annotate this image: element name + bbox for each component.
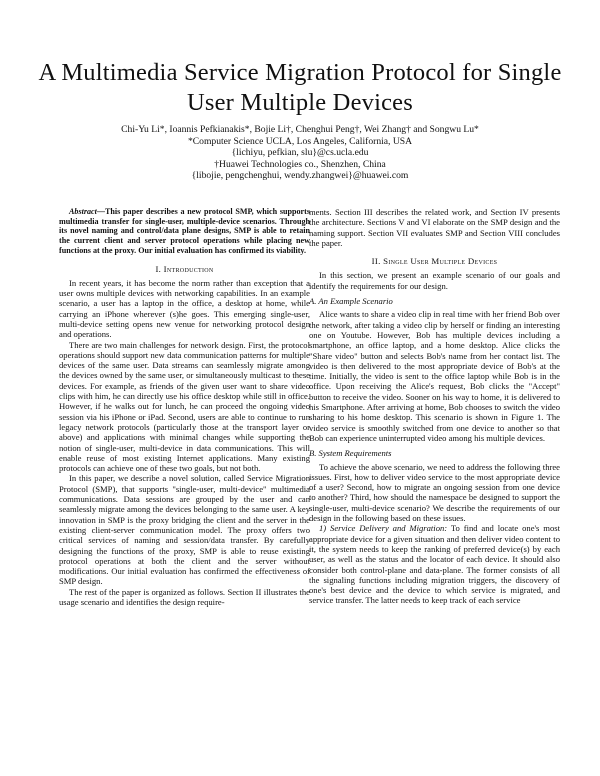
affiliation-huawei: †Huawei Technologies co., Shenzhen, China [214, 158, 386, 170]
abstract-text: —This paper describes a new protocol SMP, which supports multimedia transfer for single-user, multiple-device scenarios. Through its novel naming and control/data plane designs, SMP is able to retain the current client and server protocol operations while placing new functions at the proxy. Our initial evaluation has confirmed its viability. [59, 207, 310, 255]
section-heading-single-user: II. Single User Multiple Devices [371, 256, 498, 267]
section-heading-introduction: I. Introduction [155, 263, 214, 274]
author-names: Chi-Yu Li*, Ioannis Pefkianakis*, Bojie Li†, Chenghui Peng†, Wei Zhang† and Songwu Lu* [121, 124, 479, 135]
requirements-paragraph: To achieve the above scenario, we need to address the following three issues. First, how to deliver video service to the most appropriate device of a user? Second, how to migrate an ongoing session from one device to another? Third, how should the namespace be designed to support the single-user, multi-device scenario? We describe the requirements of our design in the following based on these issues. [309, 461, 560, 524]
subsection-heading-requirements: B. System Requirements [309, 448, 392, 459]
abstract-label: Abstract [69, 207, 97, 216]
intro-paragraph-4: The rest of the paper is organized as follows. Section II illustrates the usage scenario and identifies the design require- [59, 586, 310, 608]
intro-continuation: ments. Section III describes the related work, and Section IV presents the architecture. Sections V and VI elaborate on the SMP design and the naming support. Section VII evaluates SMP and Section VIII concludes the paper. [309, 207, 560, 248]
intro-paragraph-1: In recent years, it has become the norm rather than exception that a user owns multiple devices with networking capabilities. In an example scenario, a user has a laptop in the office, a desktop at home, while carrying an iPhone wherever (s)he goes. This emerging single-user, multi-device setting opens new venue for networking protocol design and operations. [59, 277, 310, 340]
author-block [40, 124, 560, 182]
left-column [59, 207, 310, 607]
intro-paragraph-2: There are two main challenges for network design. First, the protocol operations should support new data communication patterns for multiple devices of the same user. Data streams can seamlessly migrate among the devices owned by the same user, or simultaneously multicast to these devices. For example, as friends of the given user want to share video clips with him, he can directly use his office desktop while still in office. However, if he walks out for lunch, he can proceed the ongoing video session via his iPhone or iPad. Second, users are able to continue to run legacy network protocols (particularly those at the transport layer or above) and applications with minimal changes while supporting the notion of single-user, multi-device in data communications. This will enable reuse of most existing Internet applications. Many existing protocols can achieve one of these two goals, but not both. [59, 339, 310, 474]
email-huawei: {libojie, pengchenghui, wendy.zhangwei}@huawei.com [191, 170, 409, 181]
paper-title: A Multimedia Service Migration Protocol for Single User Multiple Devices [38, 59, 562, 116]
service-delivery-paragraph [309, 523, 560, 605]
subsection-heading-scenario: A. An Example Scenario [309, 296, 393, 307]
affiliation-ucla: *Computer Science UCLA, Los Angeles, California, USA [187, 135, 413, 147]
right-column [309, 207, 560, 606]
scenario-paragraph: Alice wants to share a video clip in real time with her friend Bob over the network, after taking a video clip by herself or finding an interesting one on Youtube. However, Bob has multiple devices including a smartphone, an office laptop, and a home desktop. Alice clicks the "Share video" button and selects Bob's name from her contact list. The video is then delivered to the most appropriate device of Bob's at the time. Initially, the video is sent to the office laptop while Bob is in the office. Upon receiving the Alice's request, Bob clicks the "Accept" button to receive the video. Sooner on his way to home, it is delivered to his Smartphone. After arriving at home, Bob chooses to switch the video sharing to his home desktop. This scenario is shown in Figure 1. The video service is smoothly switched from one device to another so that Bob can experience uninterrupted video among his multiple devices. [309, 309, 560, 443]
email-ucla: {lichiyu, pefkian, slu}@cs.ucla.edu [231, 147, 369, 158]
subsubsection-heading-delivery: 1) Service Delivery and Migration: [319, 523, 448, 534]
intro-paragraph-3: In this paper, we describe a novel solution, called Service Migration Protocol (SMP), that supports "single-user, multi-device" multimedia communications. Data sessions are grouped by the user and can seamlessly migrate among the devices belonging to the same user. A key innovation in SMP is the proxy bridging the client and the server in the existing client-server communication model. The proxy offers two critical services of naming and session/data transfer. By carefully designing the functions of the proxy, SMP is able to reuse existing protocol operations at both the client and the server without modifications. Our initial evaluation has confirmed the effectiveness of SMP design. [59, 473, 310, 587]
service-delivery-text: To find and locate one's most appropriate device for a given situation and then deliver video content to it, the system needs to keep the ranking of preferred device(s) by each user, as well as the status and the locator of each device. It should also consider both control-plane and data-plane. The former consists of all the signaling functions including migration triggers, the discovery of one's best device and the device to which service is migrated, and service transfer. The latter needs to keep track of each service [309, 523, 560, 606]
section-2-paragraph: In this section, we present an example scenario of our goals and identify the requirements for our design. [309, 270, 560, 291]
abstract [59, 207, 310, 256]
